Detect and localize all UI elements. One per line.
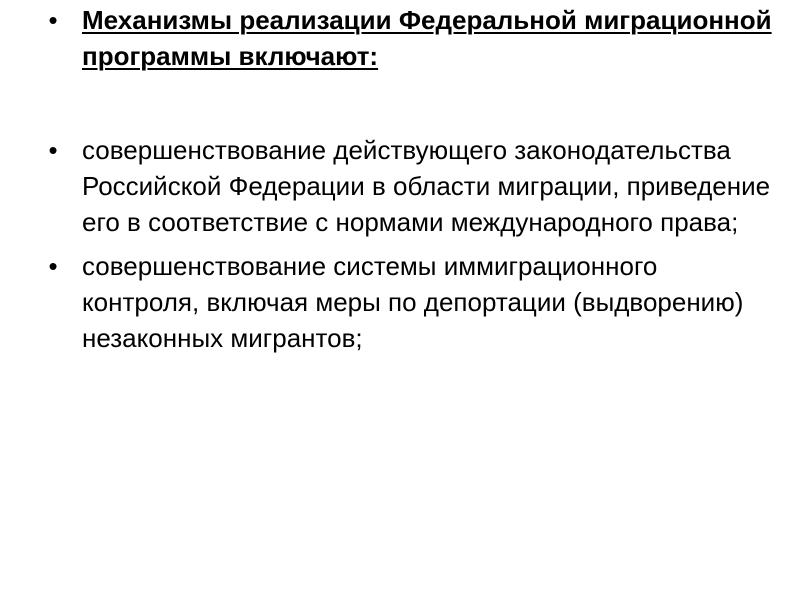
bullet-list xyxy=(44,2,774,364)
slide-heading: Механизмы реализации Федеральной миграционной программы включают: xyxy=(82,5,772,71)
list-item-text: совершенствование действующего законодательства Российской Федерации в области миграции, приведение его в соответствие с нормами международного права; xyxy=(82,135,771,237)
list-item xyxy=(44,248,774,356)
list-item xyxy=(44,132,774,240)
bullet-icon: • xyxy=(48,251,58,281)
bullet-icon: • xyxy=(48,135,58,165)
heading-bullet xyxy=(44,2,774,74)
list-item-text: совершенствование системы иммиграционного контроля, включая меры по депортации (выдворению) незаконных мигрантов; xyxy=(82,251,744,353)
bullet-icon: • xyxy=(48,5,58,35)
